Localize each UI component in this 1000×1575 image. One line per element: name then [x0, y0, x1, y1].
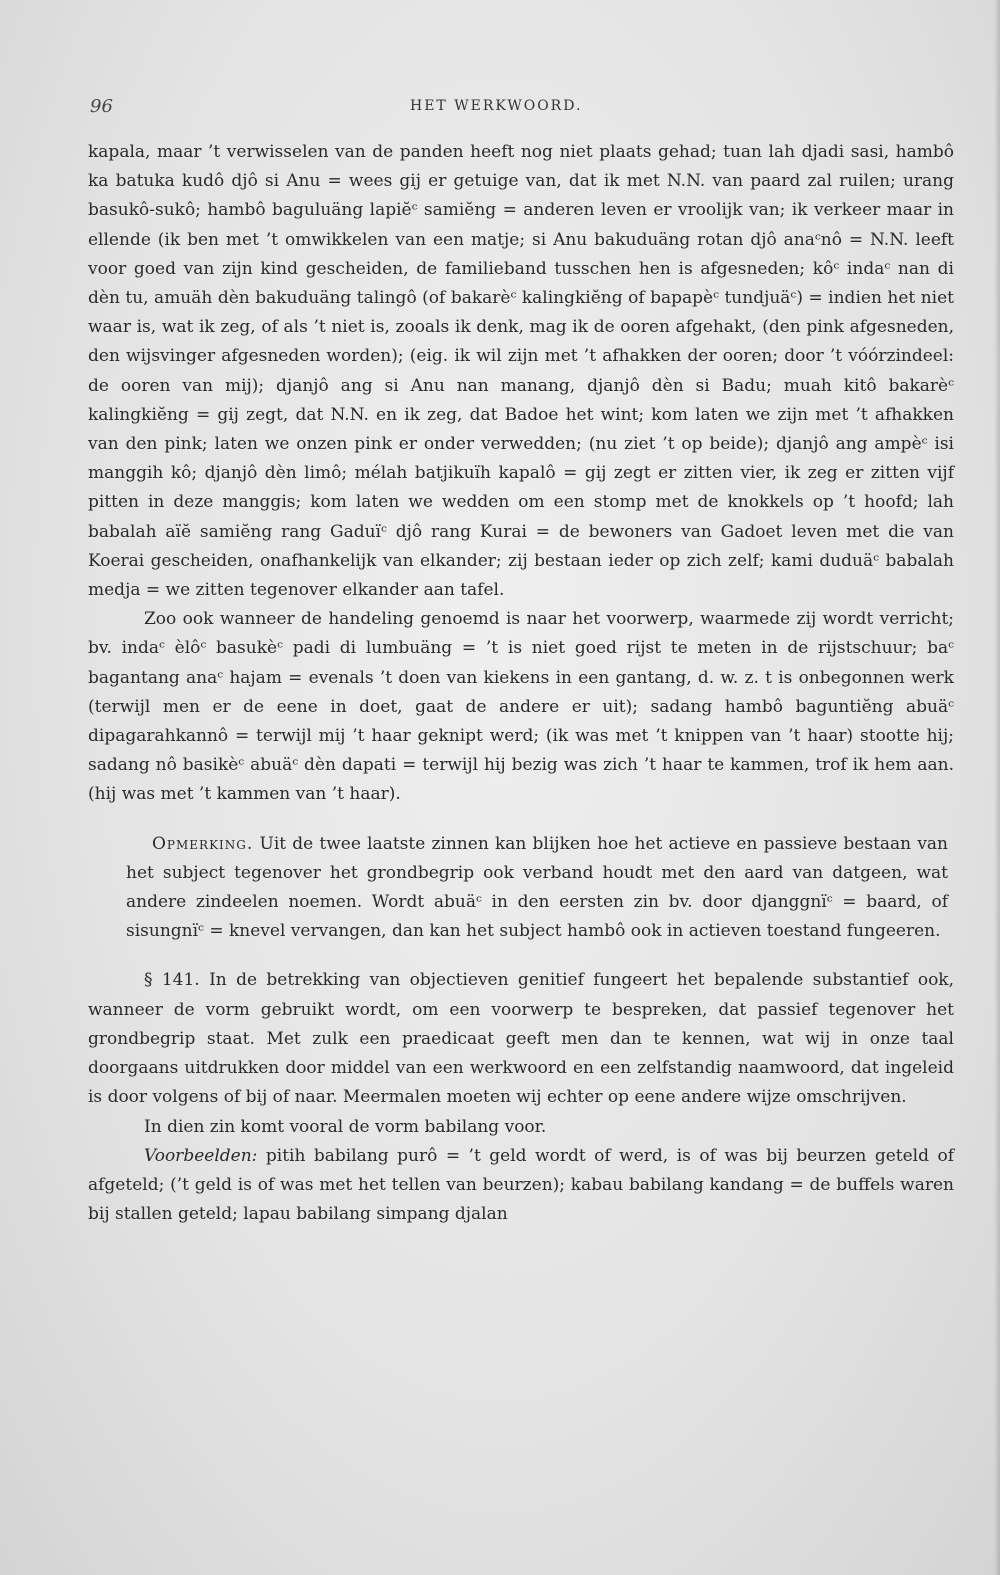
- page-header: [90, 96, 940, 120]
- page-number: 96: [90, 96, 113, 117]
- voorbeelden-text: pitih babilang purô = ’t geld wordt of werd, is of was bij beurzen geteld of afgeteld; (’t geld is of was met het tellen van beurzen); kabau babilang kandang = de buffels waren bij stallen geteld; lapau babilang simpang djalan: [88, 1145, 954, 1225]
- opmerking-label: Opmerking.: [152, 833, 254, 854]
- opmerking-text: Uit de twee laatste zinnen kan blijken hoe het actieve en passieve bestaan van het subject tegenover het grondbegrip ook verband houdt met den aard van datgeen, wat andere zindeelen noemen. Wordt abuäᶜ in den eersten zin bv. door djanggnïᶜ = baard, of sisungnïᶜ = knevel vervangen, dan kan het subject hambô ook in actieven toestand fungeeren.: [126, 833, 949, 942]
- paragraph-voorbeelden: [88, 1142, 954, 1230]
- body-text: [88, 138, 954, 1229]
- voorbeelden-label: Voorbeelden:: [144, 1145, 258, 1166]
- paragraph-babilang: In dien zin komt vooral de vorm babilang voor.: [144, 1116, 547, 1137]
- running-title: HET WERKWOORD.: [410, 98, 583, 114]
- paragraph-opmerking: [126, 830, 948, 947]
- page-edge-shadow: [994, 0, 1000, 1575]
- spacer: [88, 810, 954, 830]
- section-141-text: In de betrekking van objectieven genitief fungeert het bepalende substantief ook, wanneer de vorm gebruikt wordt, om een voorwerp te bespreken, dat passief tegenover het grondbegrip staat. Met zulk een praedicaat geeft men dan te kennen, wat wij in onze taal doorgaans uitdrukken door middel van een werkwoord en een zelfstandig naamwoord, dat ingeleid is door volgens of bij of naar. Meermalen moeten wij echter op eene andere wijze omschrijven.: [88, 970, 955, 1108]
- paragraph-continuation: kapala, maar ’t verwisselen van de panden heeft nog niet plaats gehad; tuan lah djadi sasi, hambô ka batuka kudô djô si Anu = wees gij er getuige van, dat ik met N.N. van paard zal ruilen; urang basukô-sukô; hambô baguluäng lapiĕᶜ samiĕng = anderen leven er vroolijk van; ik verkeer maar in ellende (ik ben met ’t omwikkelen van een matje; si Anu bakuduäng rotan djô anaᶜnô = N.N. leeft voor goed van zijn kind gescheiden, de familieband tusschen hen is afgesneden; kôᶜ indaᶜ nan di dèn tu, amuäh dèn bakuduäng talingô (of bakarèᶜ kalingkiĕng of bapapèᶜ tundjuäᶜ) = indien het niet waar is, wat ik zeg, of als ’t niet is, zooals ik denk, mag ik de ooren afgehakt, (den pink afgesneden, den wijsvinger afgesneden worden); (eig. ik wil zijn met ’t afhakken der ooren; door ’t vóórzindeel: de ooren van mij); djanjô ang si Anu nan manang, djanjô dèn si Badu; muah kitô bakarèᶜ kalingkiĕng = gij zegt, dat N.N. en ik zeg, dat Badoe het wint; kom laten we zijn met ’t afhakken van den pink; laten we onzen pink er onder verwedden; (nu ziet ’t op beide); djanjô ang ampèᶜ isi manggih kô; djanjô dèn limô; mélah batjikuïh kapalô = gij zegt er zitten vier, ik zeg er zitten vijf pitten in deze manggis; kom laten we wedden om een stomp met de knokkels op ’t hoofd; lah babalah aïĕ samiĕng rang Gaduïᶜ djô rang Kurai = de bewoners van Gadoet leven met die van Koerai gescheiden, onafhankelijk van elkander; zij bestaan ieder op zich zelf; kami duduäᶜ babalah medja = we zitten tegenover elkander aan tafel.: [88, 142, 954, 601]
- spacer: [88, 946, 954, 966]
- paragraph-section-141: [88, 966, 954, 1112]
- section-number: § 141.: [144, 970, 200, 991]
- paragraph-zoo-ook: Zoo ook wanneer de handeling genoemd is naar het voorwerp, waarmede zij wordt verricht; bv. indaᶜ èlôᶜ basukèᶜ padi di lumbuäng = ’t is niet goed rijst te meten in de rijstschuur; baᶜ bagantang anaᶜ hajam = evenals ’t doen van kiekens in een gantang, d. w. z. t is onbegonnen werk (terwijl men er de eene in doet, gaat de andere er uit); sadang hambô baguntiĕng abuäᶜ dipagarahkannô = terwijl mij ’t haar geknipt werd; (ik was met ’t knippen van ’t haar) stootte hij; sadang nô basikèᶜ abuäᶜ dèn dapati = terwijl hij bezig was zich ’t haar te kammen, trof ik hem aan. (hij was met ’t kammen van ’t haar).: [88, 609, 954, 805]
